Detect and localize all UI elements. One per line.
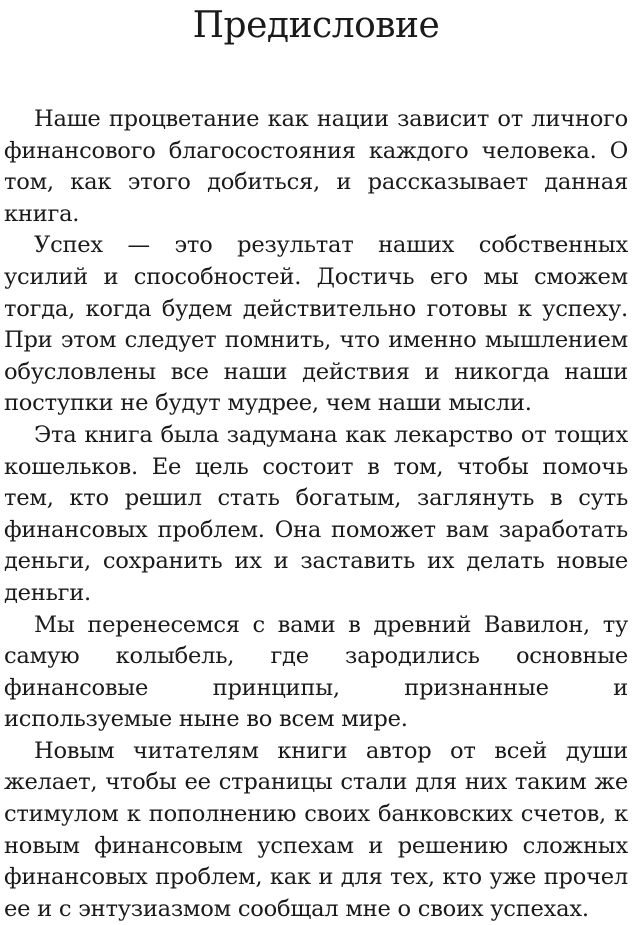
body-text xyxy=(4,104,628,925)
paragraph-2: Успех — это результат наших собственных усилий и способностей. Достичь его мы сможем тогда, когда будем действительно готовы к успеху. При этом следует помнить, что именно мышлением обусловлены все наши действия и никогда наши поступки не будут мудрее, чем наши мысли. xyxy=(4,232,628,417)
paragraph-5: Новым читателям книги автор от всей души желает, чтобы ее страницы стали для них таким же стимулом к пополнению своих банковских счетов, к новым финансовым успехам и решению сложных финансовых проблем, как и для тех, кто уже прочел ее и с энтузиазмом сообщал мне о своих успехах. xyxy=(4,737,628,922)
paragraph-1: Наше процветание как нации зависит от личного финансового благосостояния каждого человека. О том, как этого добиться, и рассказывает данная книга. xyxy=(4,106,628,227)
page-title: Предисловие xyxy=(192,5,440,46)
paragraph-4: Мы перенесемся с вами в древний Вавилон, ту самую колыбель, где зародились основные финансовые принципы, признанные и используемые ныне во всем мире. xyxy=(4,611,628,733)
paragraph-3: Эта книга была задумана как лекарство от тощих кошельков. Ее цель состоит в том, чтобы помочь тем, кто решил стать богатым, заглянуть в суть финансовых проблем. Она поможет вам заработать деньги, сохранить их и заставить их делать новые деньги. xyxy=(4,421,628,606)
